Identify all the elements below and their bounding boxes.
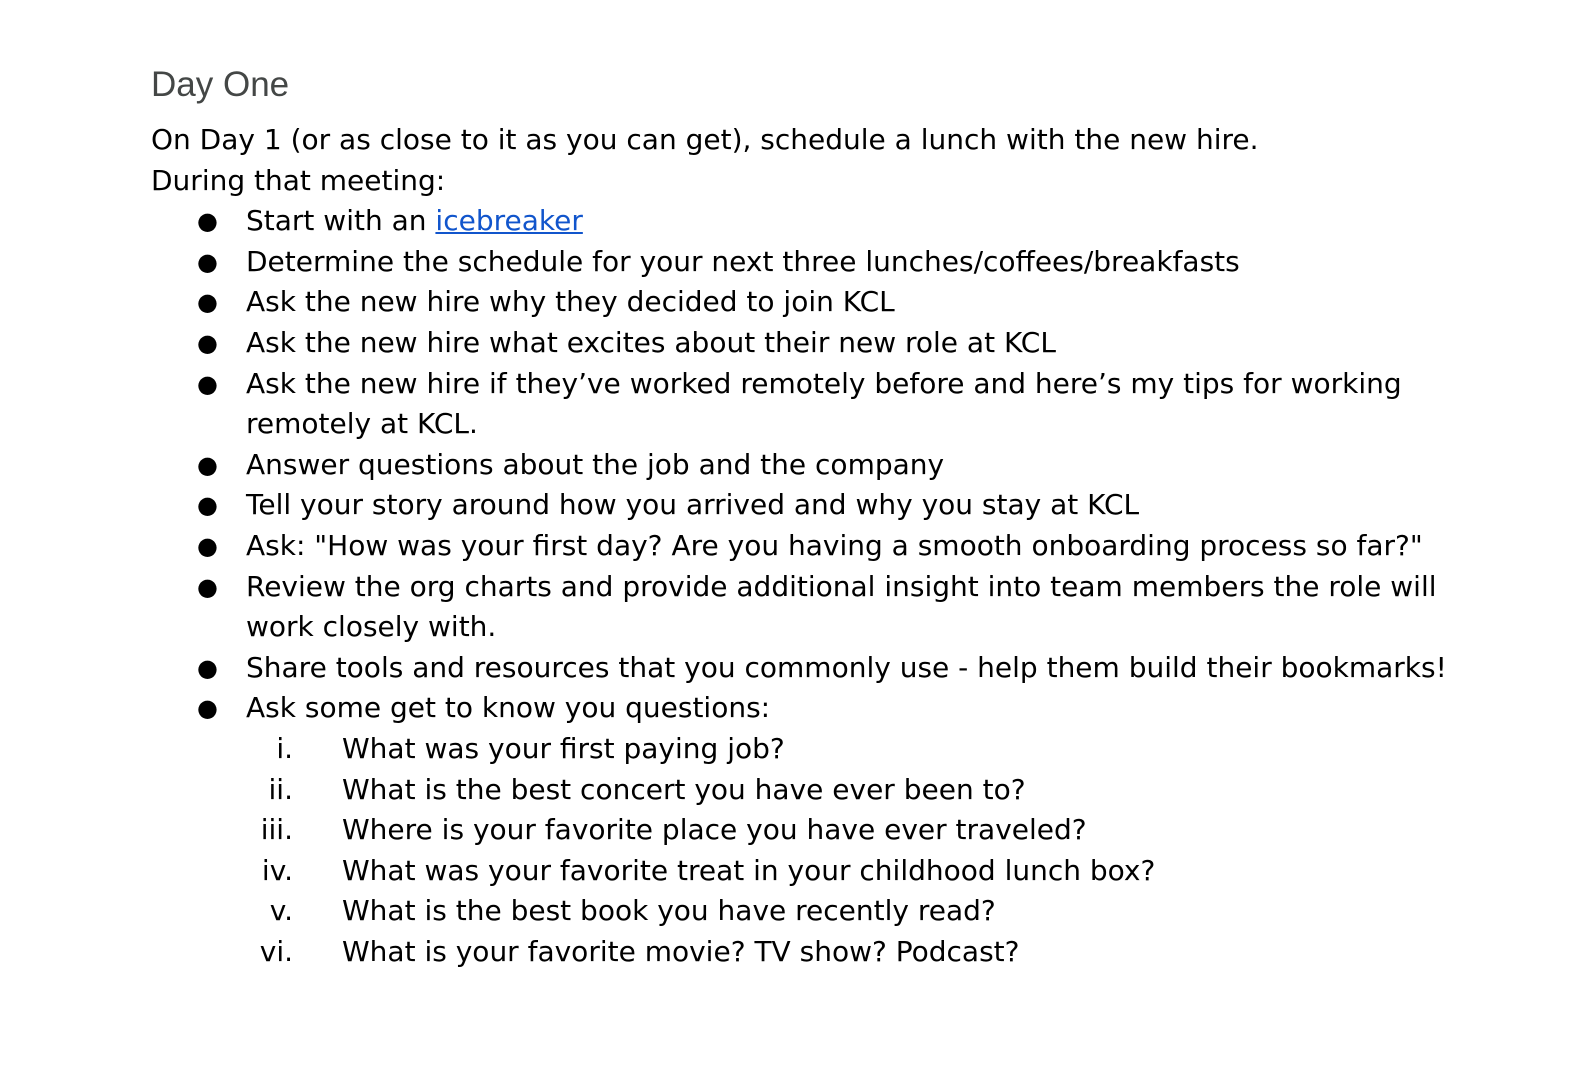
list-item-text: Ask: "How was your first day? Are you having a smooth onboarding process so far?" xyxy=(246,528,1423,562)
question-text: What is your favorite movie? TV show? Podcast? xyxy=(342,934,1020,968)
question-item xyxy=(151,810,1451,851)
list-item-text: Answer questions about the job and the company xyxy=(246,447,945,481)
list-item-text: Tell your story around how you arrived and why you stay at KCL xyxy=(246,488,1140,522)
question-item xyxy=(151,770,1451,811)
question-text: What is the best book you have recently read? xyxy=(342,894,996,928)
roman-numeral: v. xyxy=(269,894,293,928)
bullet-icon: ● xyxy=(197,207,218,236)
question-text: What was your favorite treat in your childhood lunch box? xyxy=(342,853,1156,887)
intro-line-2: During that meeting: xyxy=(151,163,446,197)
bullet-icon: ● xyxy=(197,369,218,398)
bullet-icon: ● xyxy=(197,247,218,276)
icebreaker-link[interactable]: icebreaker xyxy=(435,204,583,238)
list-item-text: Start with an xyxy=(246,204,436,238)
intro-line-1: On Day 1 (or as close to it as you can get), schedule a lunch with the new hire. xyxy=(151,123,1259,156)
question-item xyxy=(151,851,1451,892)
bullet-icon: ● xyxy=(197,531,218,560)
list-item-text: Ask some get to know you questions: xyxy=(246,691,771,725)
meeting-checklist xyxy=(151,201,1451,972)
bullet-icon: ● xyxy=(197,491,218,520)
question-item xyxy=(151,891,1451,932)
list-item xyxy=(151,323,1451,364)
bullet-icon: ● xyxy=(197,328,218,357)
bullet-icon: ● xyxy=(197,572,218,601)
questions-list xyxy=(151,729,1451,973)
question-text: Where is your favorite place you have ever traveled? xyxy=(342,813,1087,847)
question-text: What was your first paying job? xyxy=(342,731,785,765)
list-item xyxy=(151,485,1451,526)
bullet-icon: ● xyxy=(197,653,218,682)
list-item xyxy=(151,364,1451,445)
roman-numeral: iii. xyxy=(260,813,293,847)
bullet-icon: ● xyxy=(197,450,218,479)
list-item xyxy=(151,526,1451,567)
roman-numeral: vi. xyxy=(259,934,293,968)
list-item xyxy=(151,242,1451,283)
list-item-text: Determine the schedule for your next three lunches/coffees/breakfasts xyxy=(246,244,1240,278)
list-item xyxy=(151,648,1451,689)
list-item-text: Ask the new hire if they’ve worked remotely before and here’s my tips for working remotely at KCL. xyxy=(246,366,1402,441)
bullet-icon: ● xyxy=(197,288,218,317)
list-item xyxy=(151,445,1451,486)
list-item-text: Share tools and resources that you commonly use - help them build their bookmarks! xyxy=(246,650,1447,684)
list-item xyxy=(151,201,1451,242)
list-item xyxy=(151,688,1451,972)
intro-paragraph xyxy=(151,120,1451,201)
list-item xyxy=(151,567,1451,648)
section-heading: Day One xyxy=(151,65,290,104)
document-body xyxy=(151,62,1451,972)
roman-numeral: ii. xyxy=(268,772,293,806)
list-item xyxy=(151,282,1451,323)
bullet-icon: ● xyxy=(197,694,218,723)
roman-numeral: iv. xyxy=(261,853,293,887)
question-item xyxy=(151,729,1451,770)
question-item xyxy=(151,932,1451,973)
list-item-text: Ask the new hire why they decided to join KCL xyxy=(246,285,895,319)
roman-numeral: i. xyxy=(276,731,293,765)
list-item-text: Ask the new hire what excites about their new role at KCL xyxy=(246,325,1056,359)
list-item-text: Review the org charts and provide additional insight into team members the role will work closely with. xyxy=(246,569,1437,644)
question-text: What is the best concert you have ever been to? xyxy=(342,772,1026,806)
